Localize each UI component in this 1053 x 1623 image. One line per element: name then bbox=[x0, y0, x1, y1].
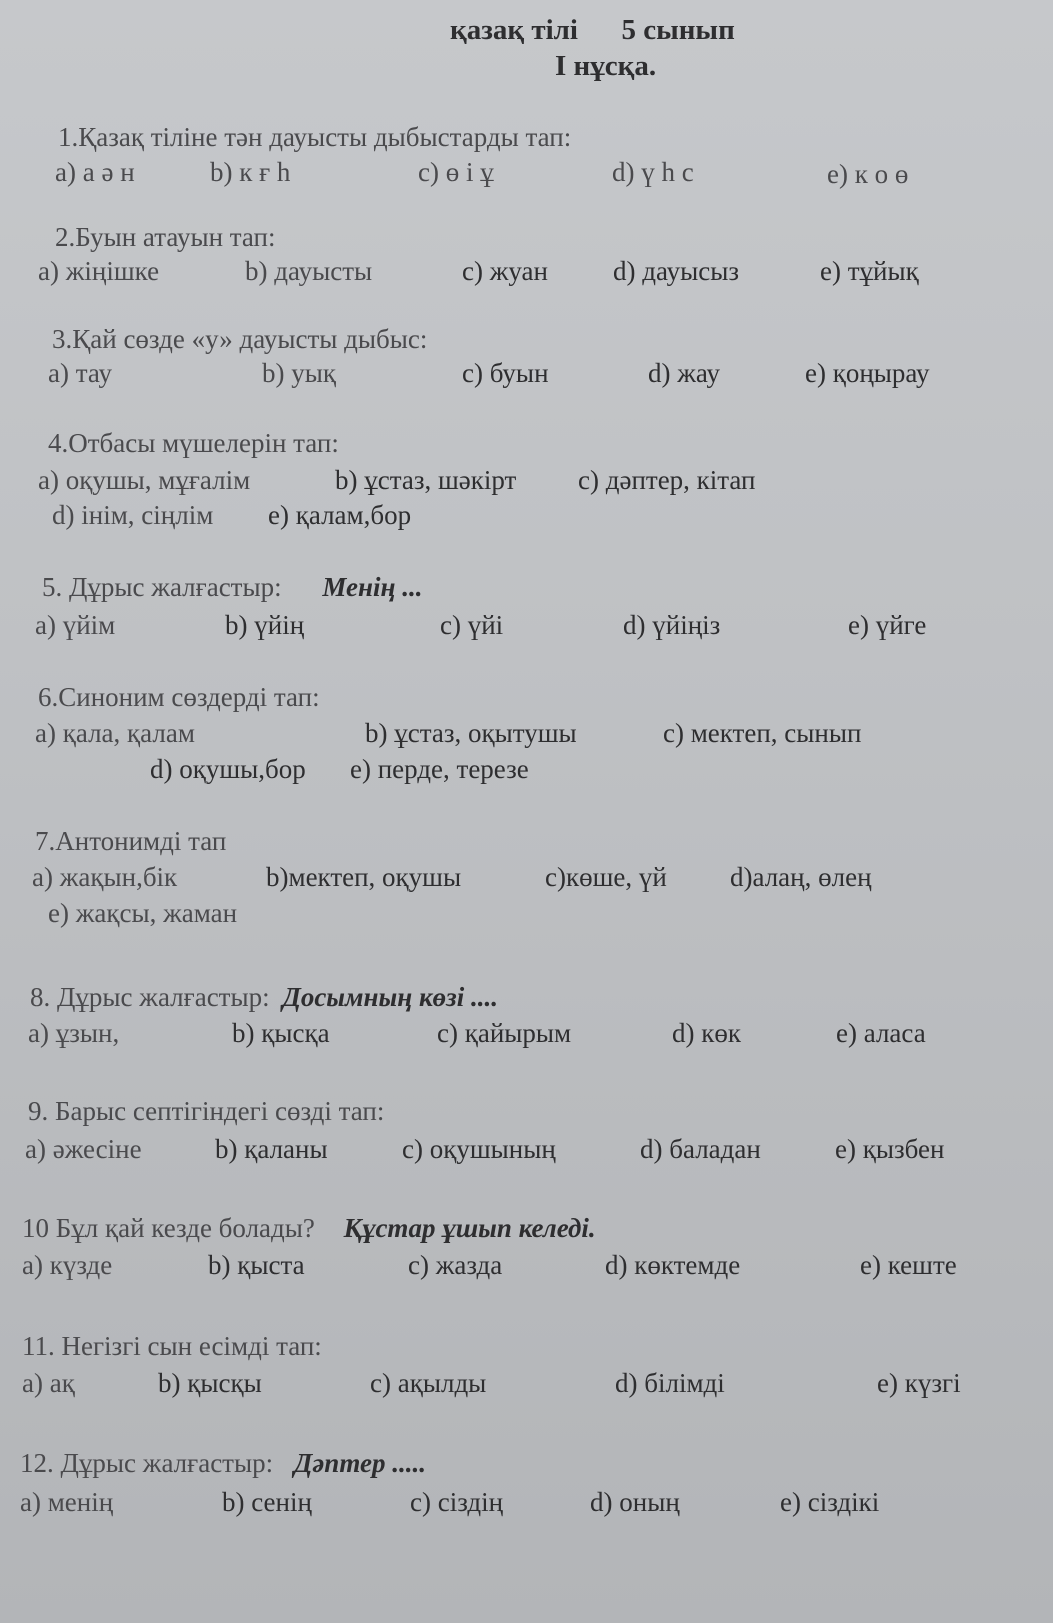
option-5c: c) үйі bbox=[440, 610, 504, 640]
question-7 bbox=[35, 826, 226, 857]
option-4b: b) ұстаз, шәкірт bbox=[335, 465, 517, 495]
option-5a: а) үйім bbox=[35, 610, 116, 640]
option-1c: c) ө і ұ bbox=[418, 157, 494, 187]
option-9c: c) оқушының bbox=[402, 1134, 556, 1164]
option-11a: а) ақ bbox=[22, 1368, 75, 1398]
option-5e: e) үйге bbox=[848, 610, 927, 640]
option-9b: b) қаланы bbox=[215, 1134, 328, 1164]
question-5 bbox=[42, 572, 422, 603]
option-1a: а) а ә н bbox=[55, 157, 135, 187]
question-text: 8. Дұрыс жалғастыр: bbox=[30, 982, 270, 1012]
option-3c: c) буын bbox=[462, 358, 549, 388]
question-emphasis: Менің ... bbox=[322, 572, 423, 602]
option-2a: а) жіңішке bbox=[38, 256, 160, 286]
option-1b: b) к ғ h bbox=[210, 157, 291, 187]
option-3b: b) уық bbox=[262, 358, 336, 388]
option-12b: b) сенің bbox=[222, 1487, 312, 1517]
option-3d: d) жау bbox=[648, 358, 721, 388]
option-5b: b) үйің bbox=[225, 610, 305, 640]
option-4d: d) інім, сіңлім bbox=[52, 500, 214, 530]
question-text: 11. Негізгі сын есімді тап: bbox=[22, 1331, 322, 1361]
option-4e: e) қалам,бор bbox=[268, 500, 412, 530]
question-text: 12. Дұрыс жалғастыр: bbox=[20, 1448, 274, 1478]
option-12a: а) менің bbox=[20, 1487, 114, 1517]
option-10e: e) кеште bbox=[860, 1250, 957, 1280]
option-10b: b) қыста bbox=[208, 1250, 305, 1280]
option-12e: e) сіздікі bbox=[780, 1487, 880, 1517]
option-4a: а) оқушы, мұғалім bbox=[38, 465, 251, 495]
question-6 bbox=[38, 682, 320, 713]
question-text: 2.Буын атауын тап: bbox=[55, 222, 276, 252]
option-11c: c) ақылды bbox=[370, 1368, 487, 1398]
question-text: 7.Антонимді тап bbox=[35, 826, 227, 856]
question-text: 3.Қай сөзде «у» дауысты дыбыс: bbox=[52, 324, 428, 354]
question-emphasis: Құстар ұшып келеді. bbox=[343, 1213, 596, 1243]
question-2 bbox=[55, 222, 276, 253]
option-2e: e) тұйық bbox=[820, 256, 919, 286]
question-text: 5. Дұрыс жалғастыр: bbox=[42, 572, 282, 602]
question-text: 6.Синоним сөздерді тап: bbox=[38, 682, 320, 712]
option-11e: e) күзгі bbox=[877, 1368, 961, 1398]
option-9a: а) әжесіне bbox=[25, 1134, 142, 1164]
option-6e: e) перде, терезе bbox=[350, 754, 529, 784]
option-7e: e) жақсы, жаман bbox=[48, 898, 238, 928]
question-text: 10 Бұл қай кезде болады? bbox=[22, 1213, 315, 1243]
option-4c: c) дәптер, кітап bbox=[578, 465, 756, 495]
option-12d: d) оның bbox=[590, 1487, 680, 1517]
option-6b: b) ұстаз, оқытушы bbox=[365, 718, 577, 748]
option-11b: b) қысқы bbox=[158, 1368, 262, 1398]
option-10d: d) көктемде bbox=[605, 1250, 741, 1280]
option-7b: b)мектеп, оқушы bbox=[266, 862, 462, 892]
question-4 bbox=[48, 428, 339, 459]
option-5d: d) үйіңіз bbox=[623, 610, 721, 640]
option-6c: c) мектеп, сынып bbox=[663, 718, 862, 748]
question-emphasis: Досымның көзі .... bbox=[282, 982, 498, 1012]
question-8 bbox=[30, 982, 498, 1013]
option-8b: b) қысқа bbox=[232, 1018, 330, 1048]
question-text: 1.Қазақ тіліне тән дауысты дыбыстарды тап: bbox=[58, 122, 572, 152]
variant-label: І нұсқа. bbox=[555, 50, 657, 82]
option-11d: d) білімді bbox=[615, 1368, 725, 1398]
question-3 bbox=[52, 324, 427, 355]
question-12 bbox=[20, 1448, 426, 1479]
option-9e: e) қызбен bbox=[835, 1134, 945, 1164]
option-8d: d) көк bbox=[672, 1018, 741, 1048]
option-2b: b) дауысты bbox=[245, 256, 373, 286]
option-7c: c)көше, үй bbox=[545, 862, 667, 892]
page-title: қазақ тілі 5 сынып bbox=[450, 14, 735, 46]
option-6a: а) қала, қалам bbox=[35, 718, 195, 748]
option-3a: а) тау bbox=[48, 358, 112, 388]
question-text: 4.Отбасы мүшелерін тап: bbox=[48, 428, 339, 458]
question-9 bbox=[28, 1096, 384, 1127]
option-1e: e) к о ө bbox=[827, 159, 909, 189]
question-1 bbox=[58, 122, 571, 153]
question-text: 9. Барыс септігіндегі сөзді тап: bbox=[28, 1096, 385, 1126]
option-10a: а) күзде bbox=[22, 1250, 113, 1280]
question-emphasis: Дәптер ..... bbox=[293, 1448, 426, 1478]
option-8a: а) ұзын, bbox=[28, 1018, 120, 1048]
option-8e: e) аласа bbox=[836, 1018, 926, 1048]
option-1d: d) ү h c bbox=[612, 157, 694, 187]
question-10 bbox=[22, 1213, 596, 1244]
option-6d: d) оқушы,бор bbox=[150, 754, 306, 784]
option-9d: d) баладан bbox=[640, 1134, 761, 1164]
option-10c: c) жазда bbox=[408, 1250, 503, 1280]
option-3e: e) қоңырау bbox=[805, 358, 930, 388]
option-7d: d)алаң, өлең bbox=[730, 862, 872, 892]
option-2c: c) жуан bbox=[462, 256, 548, 286]
question-11 bbox=[22, 1331, 322, 1362]
option-7a: а) жақын,бік bbox=[32, 862, 178, 892]
option-12c: c) сіздің bbox=[410, 1487, 504, 1517]
option-2d: d) дауысыз bbox=[613, 256, 740, 286]
option-8c: c) қайырым bbox=[437, 1018, 572, 1048]
